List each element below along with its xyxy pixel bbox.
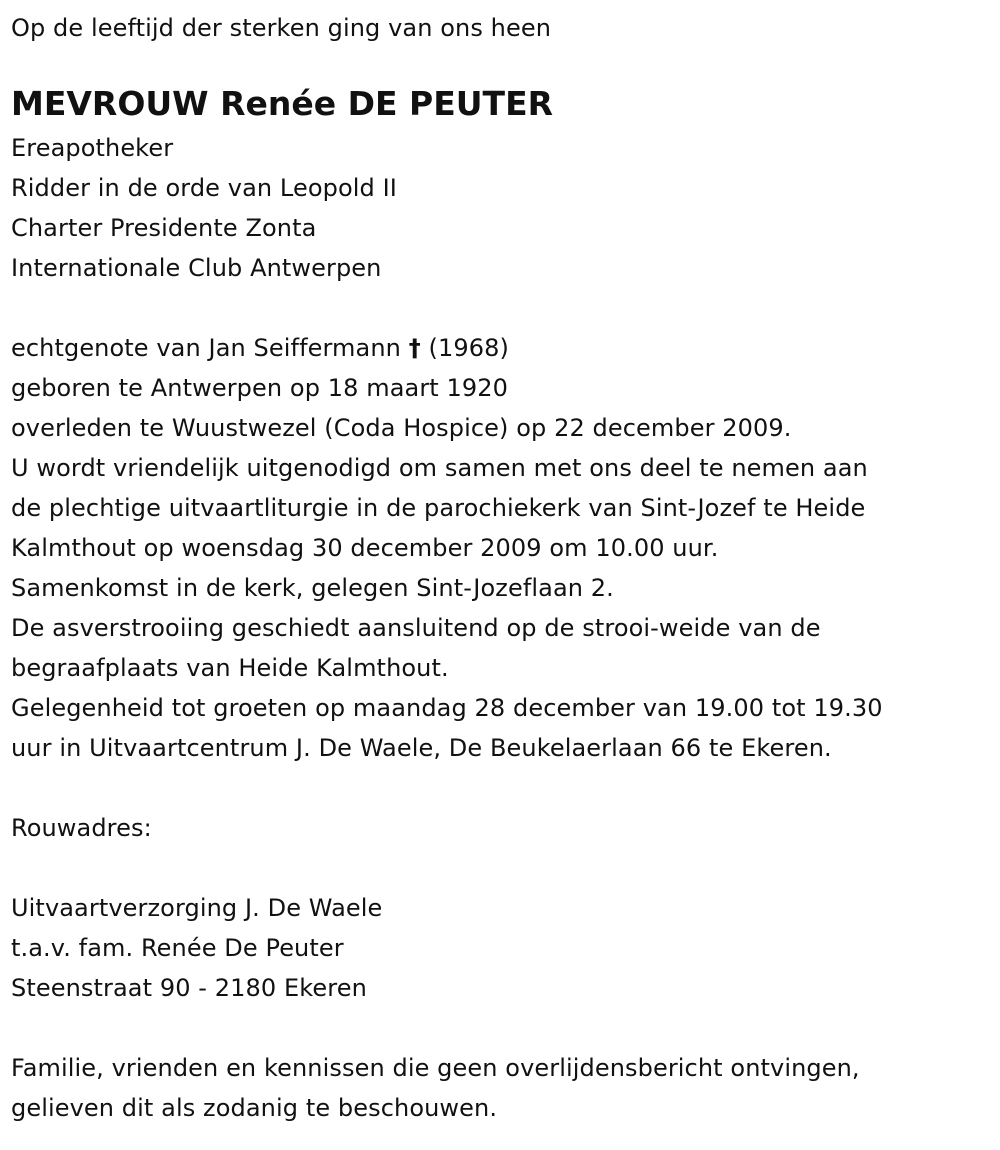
spacer <box>11 1008 1000 1048</box>
spacer <box>11 288 1000 328</box>
address-label: Rouwadres: <box>11 814 152 842</box>
cross-icon: † <box>408 334 421 362</box>
address-line: Uitvaartverzorging J. De Waele <box>11 894 383 922</box>
title-line: Internationale Club Antwerpen <box>11 254 382 282</box>
title-line: Ridder in de orde van Leopold II <box>11 174 397 202</box>
closing-line: gelieven dit als zodanig te beschouwen. <box>11 1094 498 1122</box>
spouse-line <box>11 328 1000 368</box>
title-line: Charter Presidente Zonta <box>11 214 317 242</box>
spacer <box>11 848 1000 888</box>
titles-block <box>11 128 1000 288</box>
closing-block <box>11 1048 1000 1128</box>
detail-line: begraafplaats van Heide Kalmthout. <box>11 654 449 682</box>
detail-line: geboren te Antwerpen op 18 maart 1920 <box>11 374 509 402</box>
spouse-year: (1968) <box>428 334 509 362</box>
detail-line: overleden te Wuustwezel (Coda Hospice) op 22 december 2009. <box>11 414 792 442</box>
title-line: Ereapotheker <box>11 134 174 162</box>
details-block <box>11 368 1000 768</box>
spacer <box>11 768 1000 808</box>
deceased-name: MEVROUW Renée DE PEUTER <box>11 84 554 123</box>
detail-line: Kalmthout op woensdag 30 december 2009 om 10.00 uur. <box>11 534 719 562</box>
detail-line: De asverstrooiing geschiedt aansluitend op de strooi-weide van de <box>11 614 821 642</box>
address-line: t.a.v. fam. Renée De Peuter <box>11 934 344 962</box>
detail-line: uur in Uitvaartcentrum J. De Waele, De Beukelaerlaan 66 te Ekeren. <box>11 734 832 762</box>
detail-line: U wordt vriendelijk uitgenodigd om samen met ons deel te nemen aan <box>11 454 868 482</box>
detail-line: de plechtige uitvaartliturgie in de parochiekerk van Sint-Jozef te Heide <box>11 494 866 522</box>
spouse-text: echtgenote van Jan Seiffermann <box>11 334 401 362</box>
closing-line: Familie, vrienden en kennissen die geen overlijdensbericht ontvingen, <box>11 1054 860 1082</box>
intro-line: Op de leeftijd der sterken ging van ons heen <box>11 14 552 42</box>
address-block <box>11 888 1000 1008</box>
detail-line: Samenkomst in de kerk, gelegen Sint-Jozeflaan 2. <box>11 574 614 602</box>
detail-line: Gelegenheid tot groeten op maandag 28 december van 19.00 tot 19.30 <box>11 694 883 722</box>
address-line: Steenstraat 90 - 2180 Ekeren <box>11 974 367 1002</box>
